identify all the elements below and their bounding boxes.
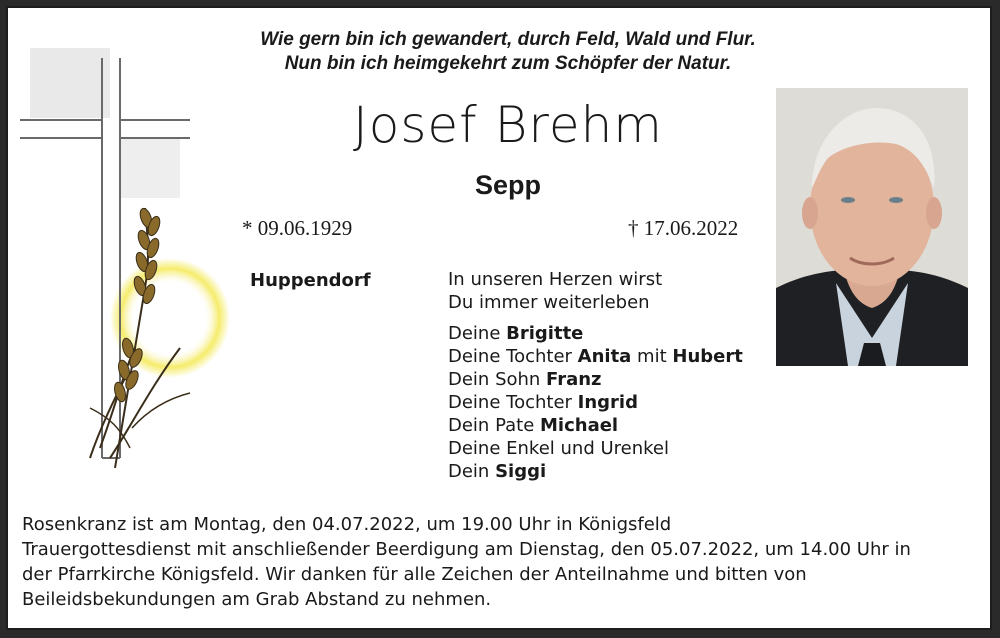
portrait-photo xyxy=(776,88,968,366)
motto xyxy=(158,28,858,76)
service-details xyxy=(22,512,982,612)
sun-icon xyxy=(110,258,230,378)
mourner-line: Dein Pate Michael xyxy=(448,415,619,436)
deceased-name: Josef Brehm xyxy=(353,96,663,154)
mourner-line: Deine Brigitte xyxy=(448,323,584,344)
family-mourners xyxy=(448,268,743,483)
hometown: Huppendorf xyxy=(250,270,371,291)
mourner-line: Dein Siggi xyxy=(448,461,547,482)
mourner-line: Deine Tochter Anita mit Hubert xyxy=(448,346,743,367)
footer-line-1: Rosenkranz ist am Montag, den 04.07.2022, um 19.00 Uhr in Königsfeld xyxy=(22,514,672,535)
death-date: † 17.06.2022 xyxy=(628,216,739,240)
mourner-line: Deine Tochter Ingrid xyxy=(448,392,638,413)
portrait-icon xyxy=(776,88,968,366)
family-intro-2: Du immer weiterleben xyxy=(448,292,650,313)
motto-line-1: Wie gern bin ich gewandert, durch Feld, Wald und Flur. xyxy=(260,29,756,50)
mourner-line: Deine Enkel und Urenkel xyxy=(448,438,669,459)
deceased-nickname: Sepp xyxy=(474,170,541,200)
motto-line-2: Nun bin ich heimgekehrt zum Schöpfer der Natur. xyxy=(284,53,732,74)
footer-line-2: Trauergottesdienst mit anschließender Beerdigung am Dienstag, den 05.07.2022, um 14.00 Uhr in xyxy=(22,539,911,560)
family-intro-1: In unseren Herzen wirst xyxy=(448,269,663,290)
mourner-line: Dein Sohn Franz xyxy=(448,369,602,390)
footer-line-4: Beileidsbekundungen am Grab Abstand zu nehmen. xyxy=(22,589,492,610)
cross-wheat-illustration xyxy=(20,48,240,488)
cross-icon xyxy=(20,48,240,488)
footer-line-3: der Pfarrkirche Königsfeld. Wir danken für alle Zeichen der Anteilnahme und bitten von xyxy=(22,564,807,585)
birth-date: * 09.06.1929 xyxy=(242,216,353,240)
obituary-card xyxy=(6,6,992,630)
